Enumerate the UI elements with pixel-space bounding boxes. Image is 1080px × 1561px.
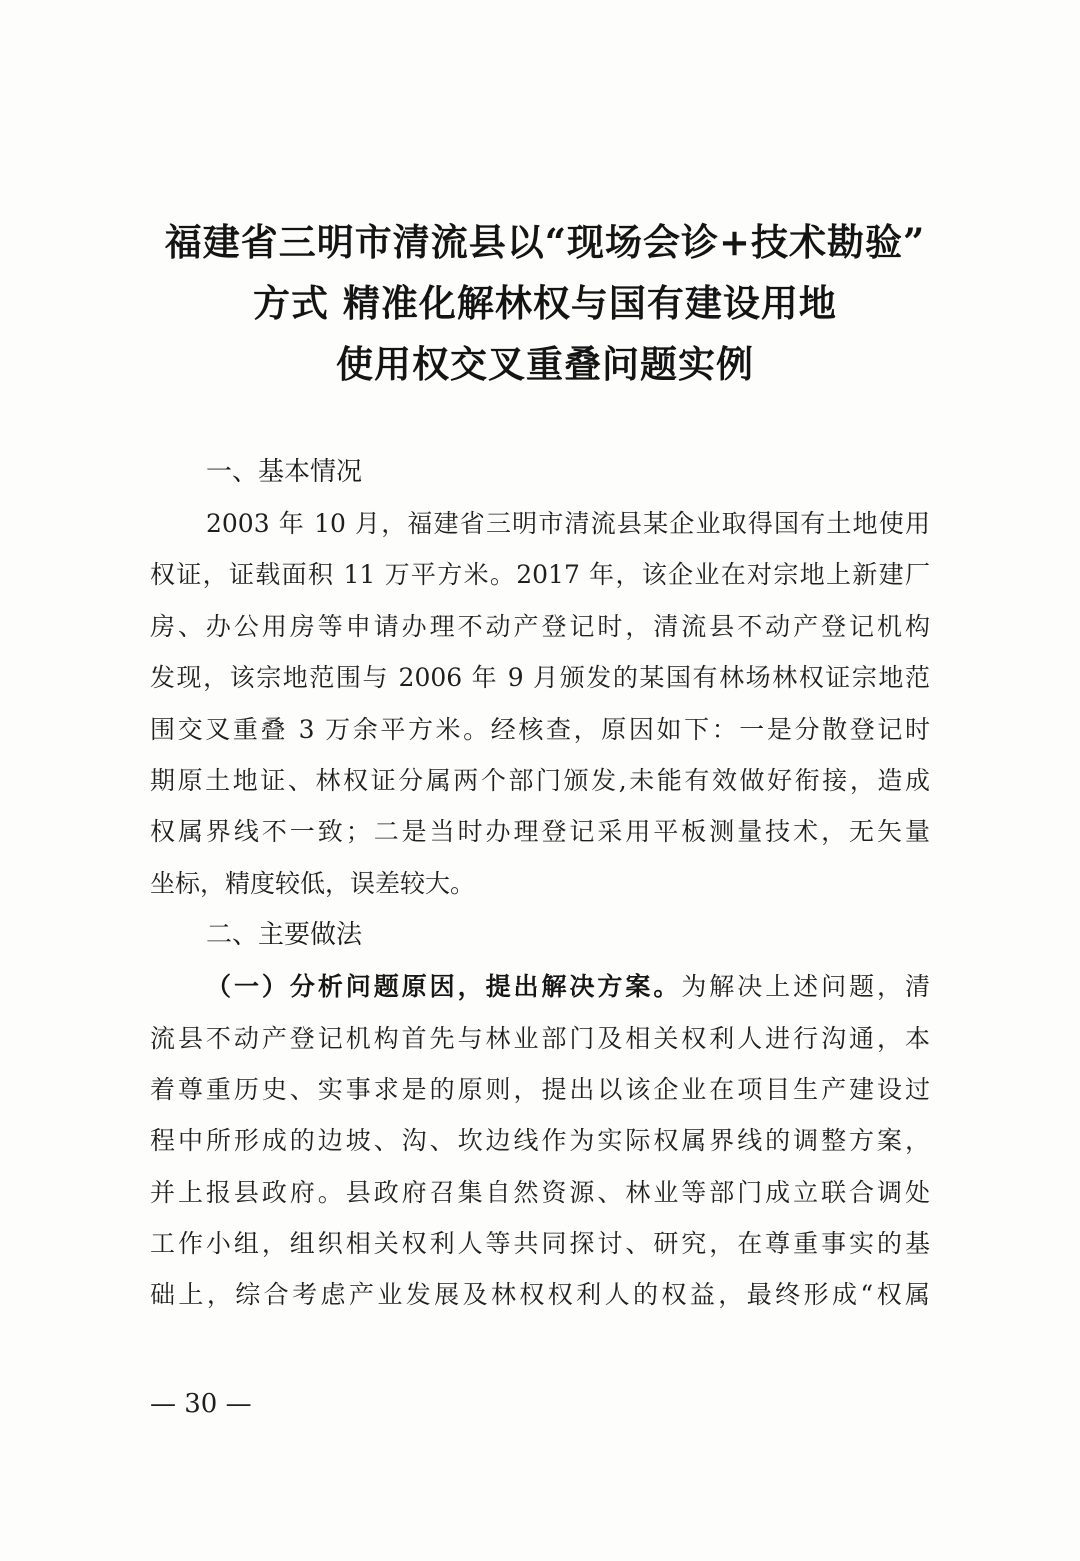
paragraph-line (150, 961, 930, 1012)
subsection-lead: （一）分析问题原因，提出解决方案。 (206, 972, 682, 1002)
paragraph-line: 并上报县政府。县政府召集自然资源、林业等部门成立联合调处 (150, 1177, 930, 1207)
section-heading-basic-situation: 一、基本情况 (206, 457, 363, 487)
paragraph-line: 期原土地证、林权证分属两个部门颁发,未能有效做好衔接，造成 (150, 765, 930, 795)
paragraph-text: 为解决上述问题，清 (681, 972, 930, 1002)
title-line-3: 使用权交叉重叠问题实例 (336, 342, 754, 386)
paragraph-line: 围交叉重叠 3 万余平方米。经核查，原因如下：一是分散登记时 (150, 714, 930, 744)
section-paragraph-basic-situation (150, 498, 930, 909)
paragraph-line: 房、办公用房等申请办理不动产登记时，清流县不动产登记机构 (150, 611, 930, 641)
section-paragraph-main-practices (150, 961, 930, 1321)
title-line-2: 方式 精准化解林权与国有建设用地 (253, 281, 837, 325)
paragraph-line: 权证，证载面积 11 万平方米。2017 年，该企业在对宗地上新建厂 (150, 560, 930, 590)
title-line-1: 福建省三明市清流县以“现场会诊+技术勘验” (164, 220, 926, 264)
paragraph-line: 发现，该宗地范围与 2006 年 9 月颁发的某国有林场林权证宗地范 (150, 663, 930, 693)
paragraph-line: 着尊重历史、实事求是的原则，提出以该企业在项目生产建设过 (150, 1074, 930, 1104)
paragraph-line: 础上，综合考虑产业发展及林权权利人的权益，最终形成“权属 (150, 1280, 930, 1310)
paragraph-line: 权属界线不一致；二是当时办理登记采用平板测量技术，无矢量 (150, 817, 930, 847)
page-number: — 30 — (150, 1389, 252, 1419)
document-body (150, 446, 930, 1321)
document-title (120, 212, 970, 395)
paragraph-line: 2003 年 10 月，福建省三明市清流县某企业取得国有土地使用 (206, 509, 930, 538)
paragraph-line: 坐标，精度较低，误差较大。 (150, 868, 476, 898)
paragraph-line: 流县不动产登记机构首先与林业部门及相关权利人进行沟通，本 (150, 1023, 930, 1053)
section-heading-main-practices: 二、主要做法 (206, 920, 363, 951)
paragraph-line: 程中所形成的边坡、沟、坎边线作为实际权属界线的调整方案， (150, 1126, 930, 1156)
paragraph-line: 工作小组，组织相关权利人等共同探讨、研究，在尊重事实的基 (150, 1229, 930, 1259)
